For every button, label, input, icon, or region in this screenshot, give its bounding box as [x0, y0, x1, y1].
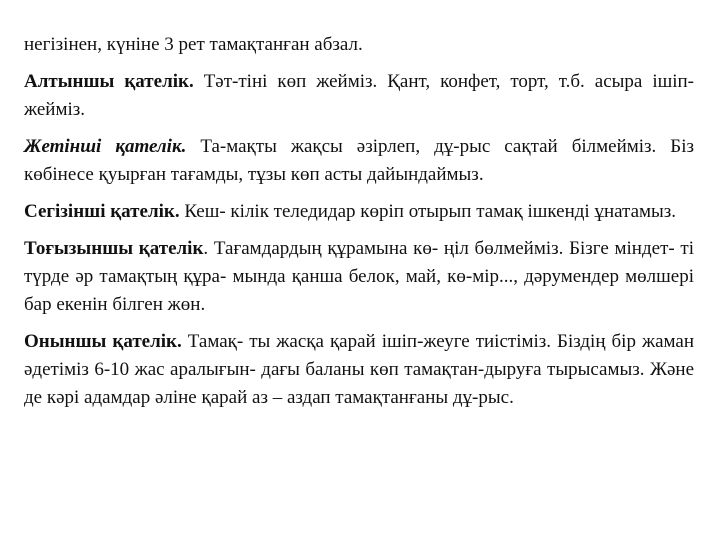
paragraph-heading: Оныншы қателік.: [24, 331, 182, 352]
paragraph-heading: Алтыншы қателік.: [24, 71, 194, 92]
paragraph-heading: Тоғызыншы қателік: [24, 238, 204, 259]
paragraph-ninth-mistake: [24, 235, 694, 319]
paragraph-heading: Сегізінші қателік.: [24, 201, 180, 222]
paragraph-seventh-mistake: [24, 133, 694, 189]
paragraph-text: Кеш- кілік теледидар көріп отырып тамақ ішкенді ұнатамыз.: [184, 201, 677, 222]
paragraph-text: негізінен, күніне 3 рет тамақтанған абзал.: [24, 34, 363, 55]
paragraph-text: Тәт-тіні көп жейміз. Қант, конфет, торт, т.б. асыра ішіп-жейміз.: [24, 71, 695, 120]
paragraph-text: . Тағамдардың құрамына кө- ңіл бөлмейміз. Бізге міндет- ті түрде әр тамақтың құра- мында қанша белок, май, кө-мір..., дәрумендер мөлшері бар екенін білген жөн.: [24, 238, 694, 315]
paragraph-sixth-mistake: [24, 68, 694, 124]
paragraph-text: Та-мақты жақсы әзірлеп, дұ-рыс сақтай білмейміз. Біз көбінесе қуырған тағамды, тұзы көп асты дайындаймыз.: [24, 136, 694, 185]
paragraph-text: Тамақ- ты жасқа қарай ішіп-жеуге тиістіміз. Біздің бір жаман әдетіміз 6-10 жас аралығын- дағы баланы көп тамақтан-дыруға тырысамыз. Және де кәрі адамдар әліне қарай аз – аздап тамақтанғаны дұ-рыс.: [24, 331, 695, 408]
paragraph-eighth-mistake: [24, 198, 694, 226]
paragraph-heading: Жетінші қателік.: [24, 136, 187, 157]
paragraph-intro: [24, 31, 694, 59]
document-page: [24, 31, 694, 421]
paragraph-tenth-mistake: [24, 328, 694, 412]
